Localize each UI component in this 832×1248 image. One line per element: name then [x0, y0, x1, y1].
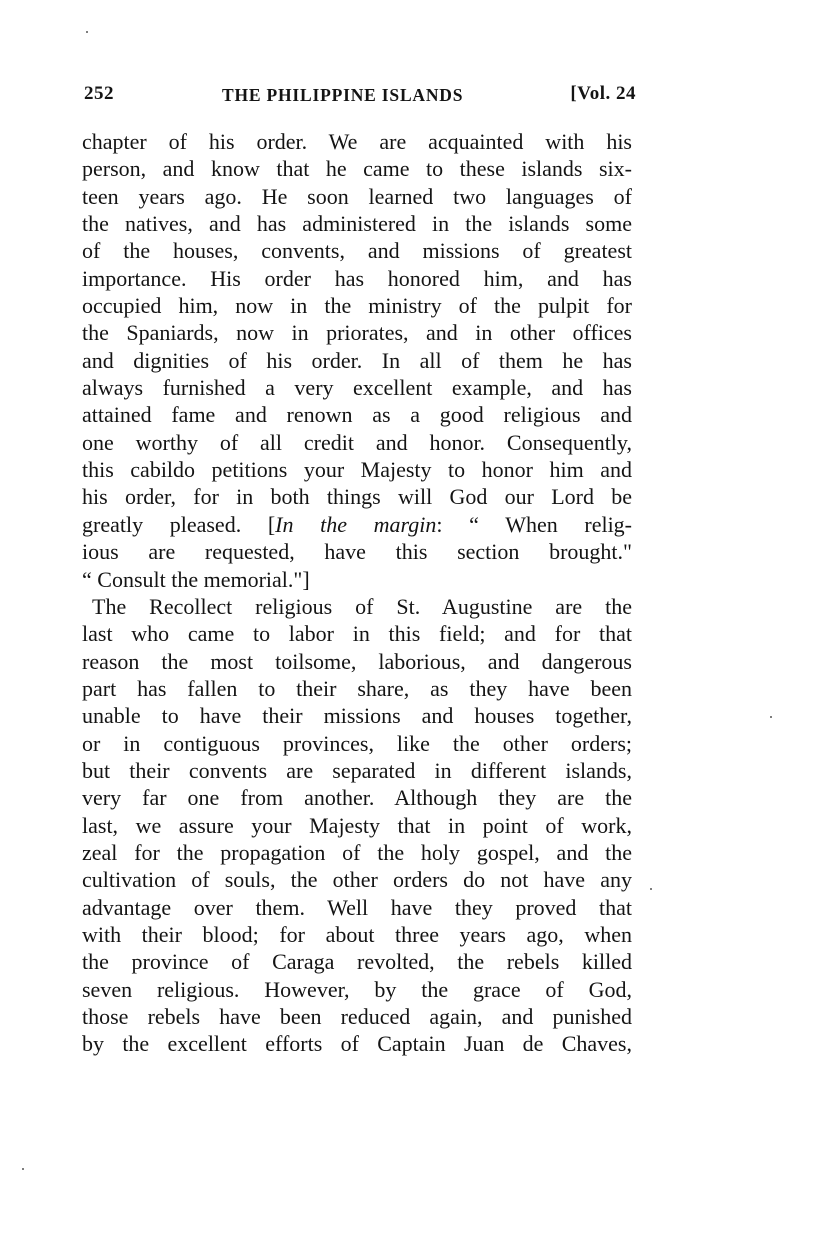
scan-speck: [86, 31, 88, 33]
text-line: and dignities of his order. In all of them he has: [82, 347, 632, 373]
text-line: “ Consult the memorial."]: [82, 566, 310, 592]
scan-speck: [770, 716, 772, 718]
text-line: always furnished a very excellent example, and has: [82, 375, 632, 401]
text-line: reason the most toilsome, laborious, and dangerous: [82, 648, 632, 674]
volume-label: [Vol. 24: [570, 83, 636, 104]
text-line: one worthy of all credit and honor. Consequently,: [82, 429, 632, 455]
text-line: seven religious. However, by the grace of God,: [82, 976, 632, 1002]
margin-note-line: [82, 511, 632, 538]
text-line: the province of Caraga revolted, the rebels killed: [82, 949, 632, 975]
margin-note-before: greatly pleased. [: [82, 511, 276, 537]
text-line: his order, for in both things will God our Lord be: [82, 484, 632, 510]
text-line: zeal for the propagation of the holy gospel, and the: [82, 839, 632, 865]
margin-note-after: : “ When relig-: [436, 511, 633, 537]
text-line: importance. His order has honored him, and has: [82, 265, 632, 291]
text-line: the natives, and has administered in the islands some: [82, 211, 632, 237]
text-line: those rebels have been reduced again, and punished: [82, 1004, 632, 1029]
text-line: last who came to labor in this field; and for that: [82, 621, 632, 647]
page-number: 252: [84, 83, 114, 104]
scan-speck: [650, 888, 652, 890]
running-title: THE PHILIPPINE ISLANDS: [222, 85, 464, 105]
text-line: occupied him, now in the ministry of the pulpit for: [82, 293, 632, 319]
text-line: last, we assure your Majesty that in point of work,: [82, 812, 632, 838]
text-line: of the houses, convents, and missions of greatest: [82, 238, 632, 264]
text-line: part has fallen to their share, as they have been: [82, 675, 632, 701]
text-line: unable to have their missions and houses together,: [82, 703, 632, 729]
text-line: cultivation of souls, the other orders do not have any: [82, 867, 632, 893]
text-line: chapter of his order. We are acquainted with his: [82, 129, 632, 154]
margin-note-italic: In the margin: [275, 511, 437, 537]
text-line: but their convents are separated in different islands,: [82, 757, 632, 783]
text-line: ious are requested, have this section brought.": [82, 539, 632, 565]
scan-speck: [22, 1168, 24, 1170]
text-line: by the excellent efforts of Captain Juan de Chaves,: [82, 1031, 632, 1057]
page-header: [84, 83, 636, 113]
paragraph-start: The Recollect religious of St. Augustine are the: [92, 593, 632, 619]
text-line: the Spaniards, now in priorates, and in other offices: [82, 320, 632, 346]
text-line: very far one from another. Although they are the: [82, 785, 632, 811]
text-line: with their blood; for about three years ago, when: [82, 921, 632, 947]
text-line: this cabildo petitions your Majesty to honor him and: [82, 457, 632, 483]
text-line: teen years ago. He soon learned two languages of: [82, 183, 632, 209]
text-line: attained fame and renown as a good religious and: [82, 402, 632, 428]
text-line: person, and know that he came to these islands six-: [82, 156, 632, 182]
text-line: or in contiguous provinces, like the other orders;: [82, 730, 632, 756]
body-text: [82, 128, 632, 1058]
text-line: advantage over them. Well have they proved that: [82, 894, 632, 920]
